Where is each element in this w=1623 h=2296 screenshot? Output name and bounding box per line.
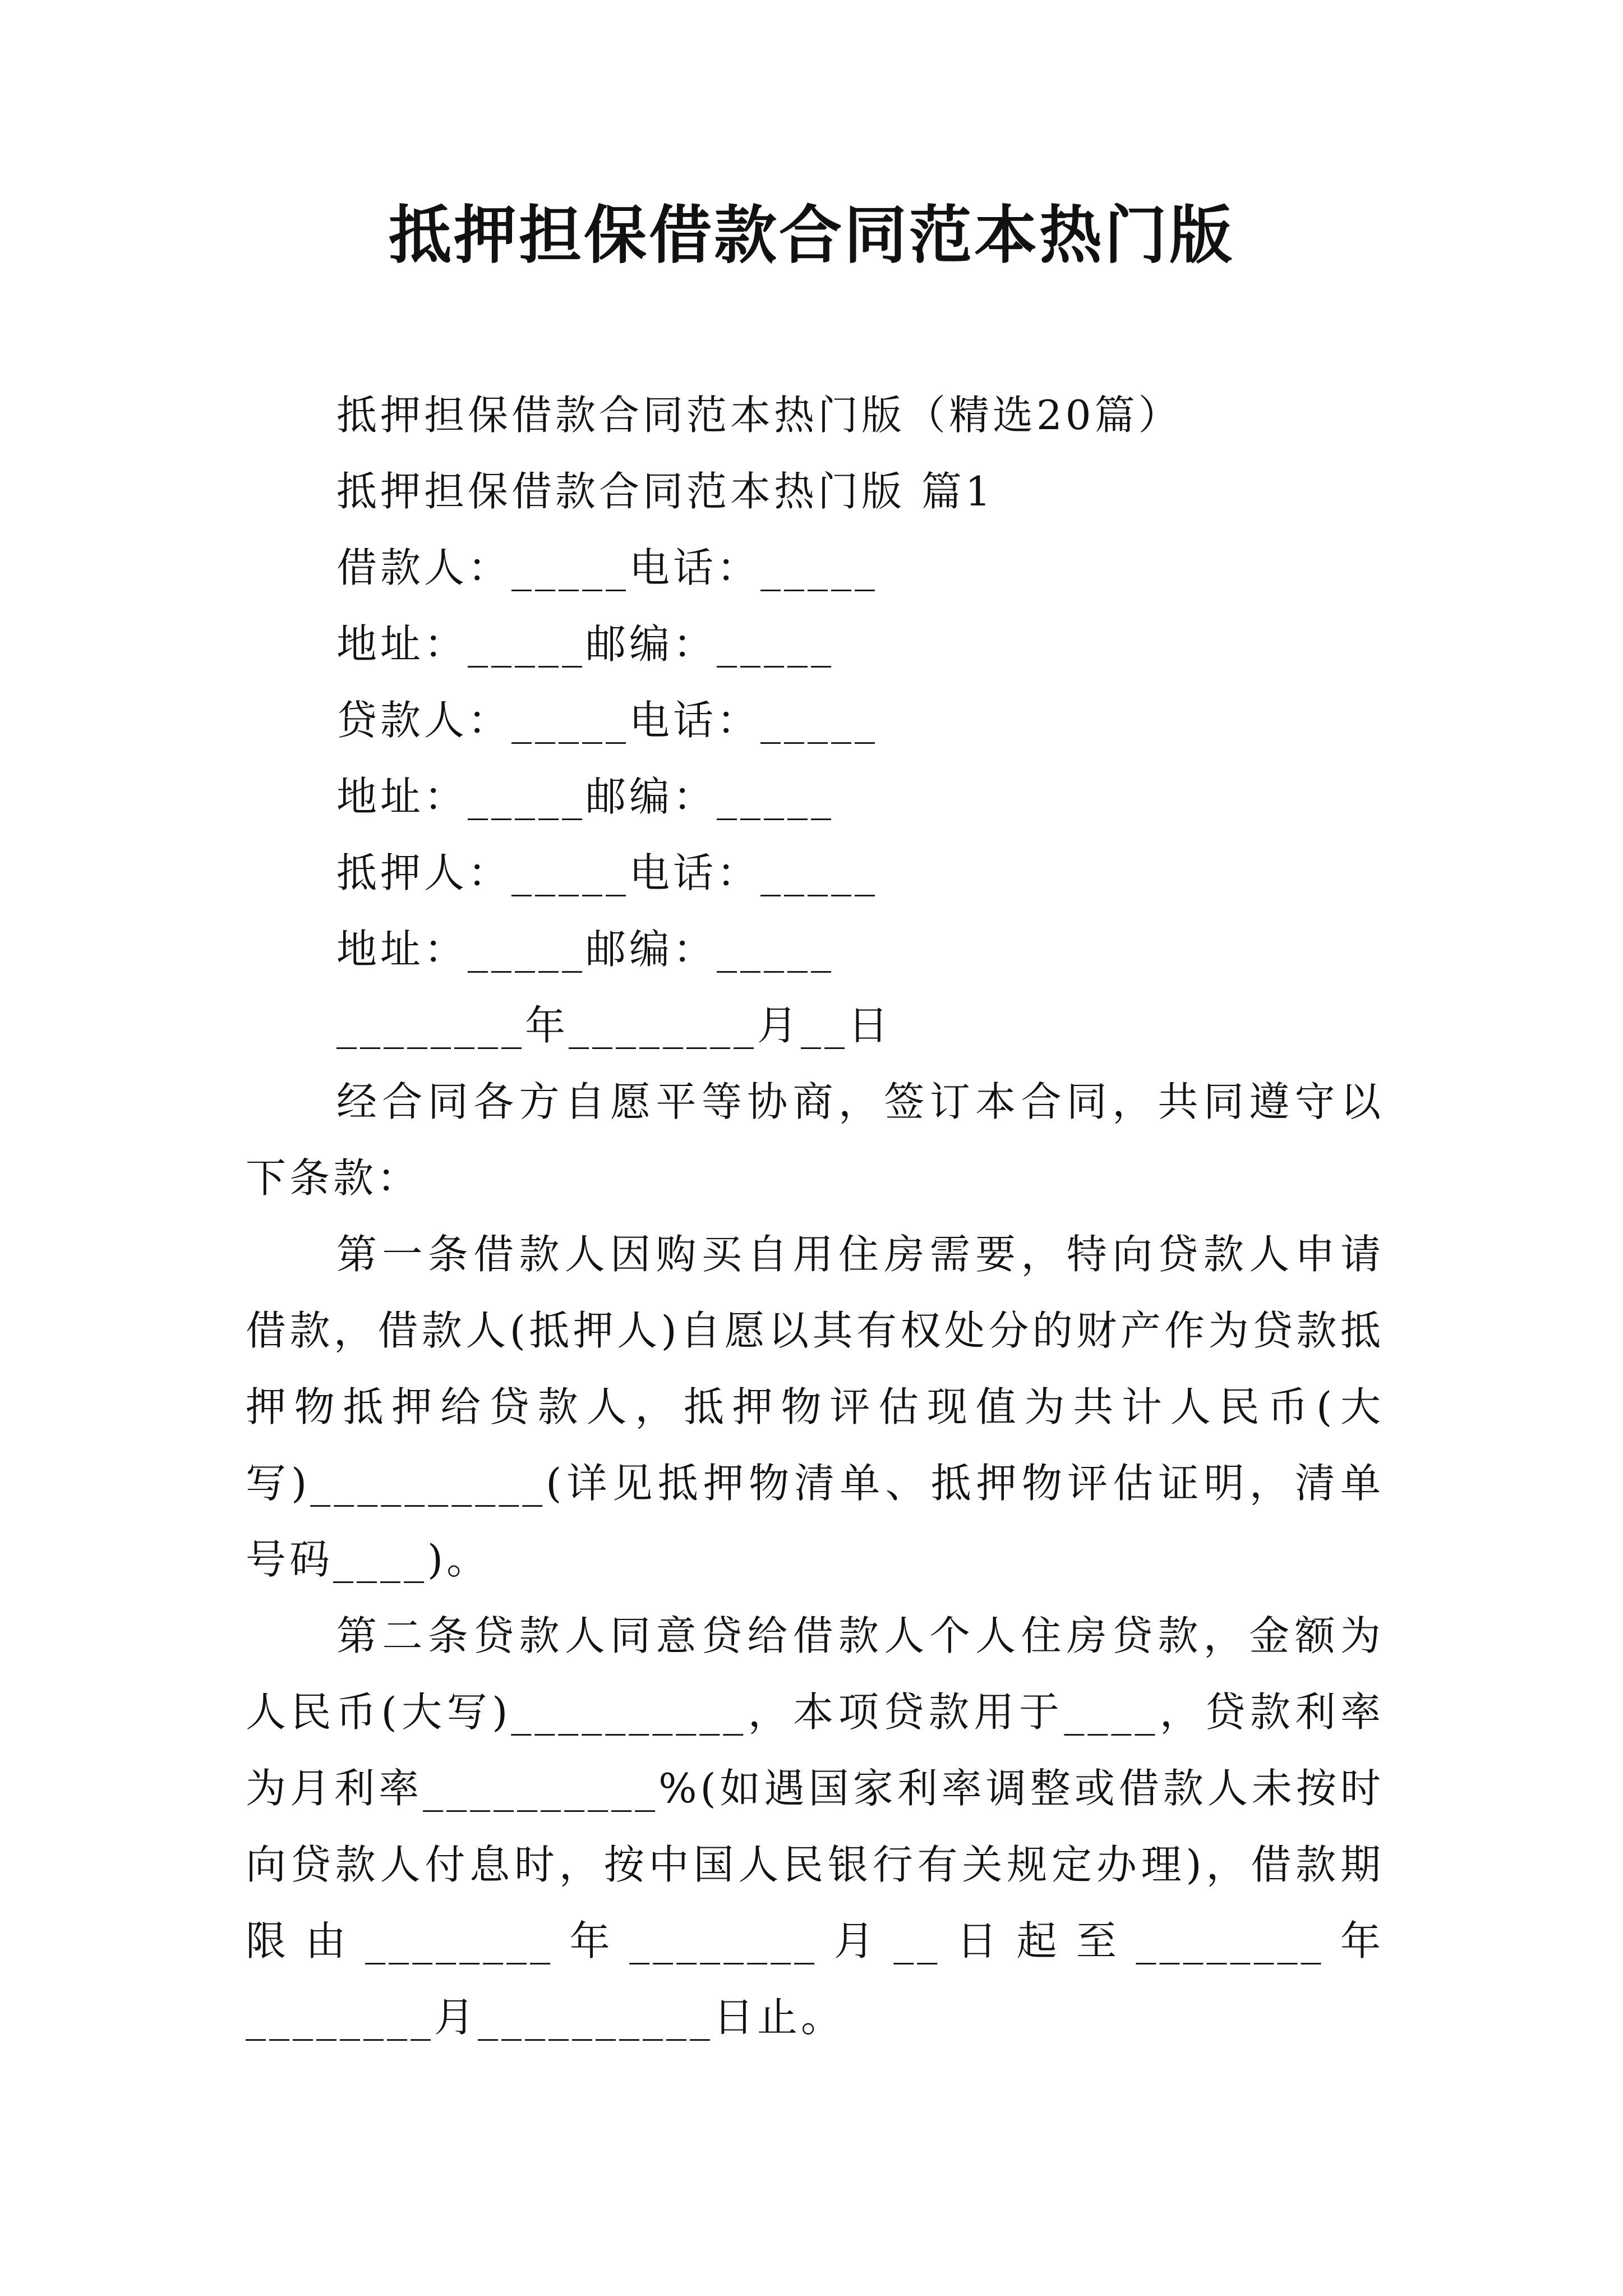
lender-field: 贷款人：_____电话：_____: [336, 697, 879, 744]
clause-2-paragraph: 第二条贷款人同意贷给借款人个人住房贷款，金额为人民币(大写)__________，本项贷款用于____，贷款利率为月利率__________%(如遇国家利率调整或借款人未按时向贷款人付息时，按中国人民银行有关规定办理)，借款期限由________年________月__日起至________年________月__________日止。: [246, 1612, 1384, 2041]
borrower-address-field: 地址：_____邮编：_____: [336, 620, 835, 668]
date-line: ________年________月__日: [336, 1002, 892, 1049]
document-title: 抵押担保借款合同范本热门版: [389, 199, 1234, 272]
mortgagor-field: 抵押人：_____电话：_____: [336, 849, 879, 896]
borrower-field: 借款人：_____电话：_____: [336, 544, 879, 591]
mortgagor-address-field: 地址：_____邮编：_____: [336, 926, 835, 973]
intro-paragraph: 经合同各方自愿平等协商，签订本合同，共同遵守以下条款：: [246, 1078, 1384, 1202]
document-subtitle: 抵押担保借款合同范本热门版（精选20篇）: [336, 392, 1182, 439]
clause-1-paragraph: 第一条借款人因购买自用住房需要，特向贷款人申请借款，借款人(抵押人)自愿以其有权处分的财产作为贷款抵押物抵押给贷款人，抵押物评估现值为共计人民币(大写)__________(详见抵押物清单、抵押物评估证明，清单号码____)。: [246, 1231, 1384, 1583]
lender-address-field: 地址：_____邮编：_____: [336, 773, 835, 820]
section-heading: 抵押担保借款合同范本热门版 篇1: [336, 468, 994, 515]
